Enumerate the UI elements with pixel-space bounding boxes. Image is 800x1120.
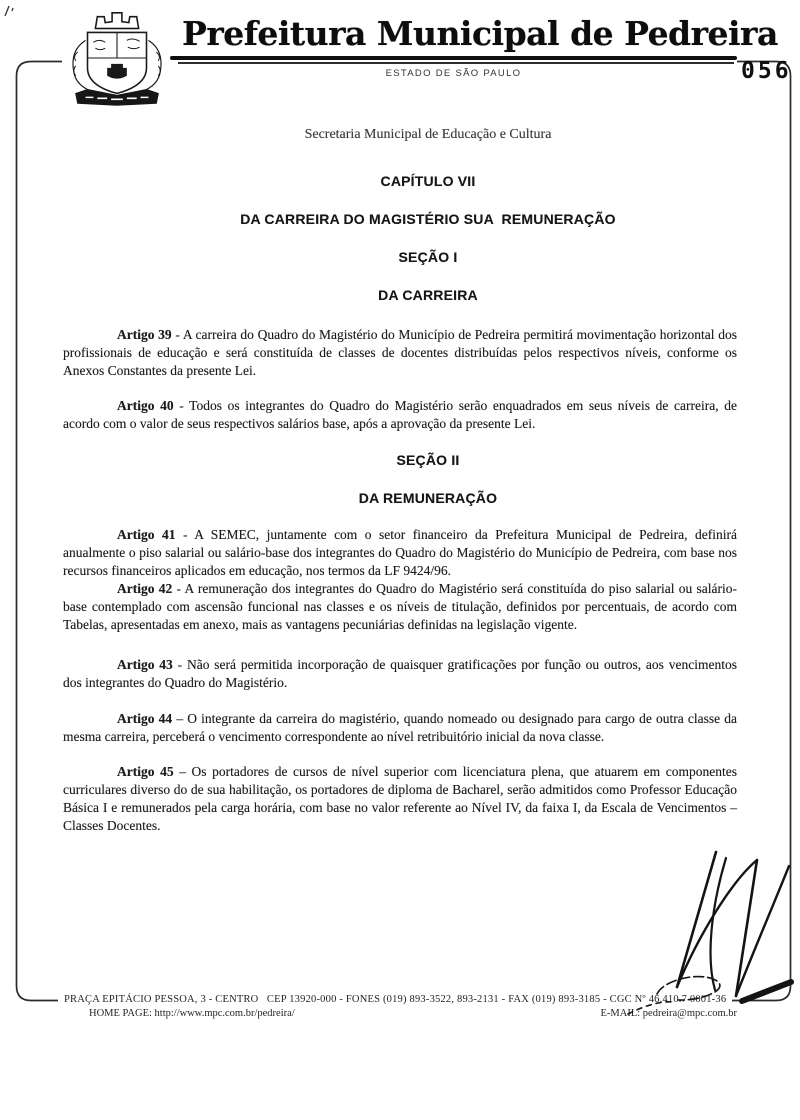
article-39: [63, 326, 737, 380]
footer-address-line: PRAÇA EPITÁCIO PESSOA, 3 - CENTRO CEP 13920-000 - FONES (019) 893-3522, 893-2131 - FAX (019) 893-3185 - CGC Nº 46.410.7 0001-36: [58, 994, 732, 1005]
page-number-stamp: 056: [741, 58, 792, 84]
chapter-title: DA CARREIRA DO MAGISTÉRIO SUA REMUNERAÇÃO: [240, 211, 616, 227]
article-40-text: - Todos os integrantes do Quadro do Magistério serão enquadrados em seus níveis de carreira, de acordo com o valor de seus respectivos salários base, após a aprovação da presente Lei.: [63, 398, 737, 431]
municipality-title: Prefeitura Municipal de Pedreira: [182, 14, 778, 53]
section-2-heading: SEÇÃO II: [396, 452, 460, 468]
footer-contact-line: [63, 1008, 737, 1019]
article-44-label: Artigo 44: [117, 711, 173, 726]
article-43-text: - Não será permitida incorporação de quaisquer gratificações por função ou outros, aos vencimentos dos integrantes do Quadro do Magistério.: [63, 657, 737, 690]
article-43: [63, 656, 737, 692]
article-43-label: Artigo 43: [117, 657, 173, 672]
article-45-text: – Os portadores de cursos de nível superior com licenciatura plena, que atuarem em componentes curriculares diverso do de sua habilitação, os portadores de diploma de Bacharel, serão admitidos como Professor Educação Básica I e remunerados pela carga horária, com base no valor referente ao Nível IV, da faixa I, da Escala de Vencimentos – Classes Docentes.: [63, 764, 737, 833]
article-45-label: Artigo 45: [117, 764, 174, 779]
secretariat-line: Secretaria Municipal de Educação e Cultura: [304, 127, 552, 142]
article-39-text: - A carreira do Quadro do Magistério do Município de Pedreira permitirá movimentação horizontal dos profissionais de educação e será constituída de classes de docentes distribuídas pelos respectivos níveis, conforme os Anexos Constantes da presente Lei.: [63, 327, 737, 378]
article-45: [63, 763, 737, 835]
article-40-label: Artigo 40: [117, 398, 174, 413]
footer-email: E-MAIL: pedreira@mpc.com.br: [600, 1008, 737, 1019]
section-2-title: DA REMUNERAÇÃO: [358, 490, 498, 506]
article-41: [63, 526, 737, 580]
article-41-label: Artigo 41: [117, 527, 176, 542]
footer-homepage: HOME PAGE: http://www.mpc.com.br/pedreira/: [89, 1008, 295, 1019]
header-rule-thin: [178, 62, 734, 64]
header-rule-thick: [170, 56, 737, 60]
scan-mark: [0, 0, 30, 50]
article-42-text: - A remuneração dos integrantes do Quadro do Magistério será constituída do piso salarial ou salário-base contemplado com ascensão funcional nas classes e os níveis de titulação, definidos por percentuais, de acordo com Tabelas, apresentadas em anexo, mais as vantagens pecuniárias definidas na legislação vigente.: [63, 581, 737, 632]
state-subtitle: ESTADO DE SÃO PAULO: [385, 68, 522, 79]
coat-of-arms-logo: [58, 6, 176, 112]
article-44-text: – O integrante da carreira do magistério, quando nomeado ou designado para cargo de outra classe da mesma carreira, perceberá o vencimento correspondente ao nível retribuitório inicial da nova classe.: [63, 711, 737, 744]
section-1-heading: SEÇÃO I: [398, 249, 458, 265]
document-body: [63, 126, 737, 835]
chapter-heading: CAPÍTULO VII: [380, 173, 476, 189]
article-44: [63, 710, 737, 746]
section-1-title: DA CARREIRA: [378, 287, 478, 303]
article-42: [63, 580, 737, 634]
article-41-text: - A SEMEC, juntamente com o setor financeiro da Prefeitura Municipal de Pedreira, definirá anualmente o piso salarial ou salário-base dos integrantes do Quadro do Magistério do Município de Pedreira, com base nos recursos financeiros aplicados em educação, nos termos da LF 9424/96.: [63, 527, 737, 578]
article-42-label: Artigo 42: [117, 581, 173, 596]
article-40: [63, 397, 737, 433]
article-39-label: Artigo 39: [117, 327, 172, 342]
